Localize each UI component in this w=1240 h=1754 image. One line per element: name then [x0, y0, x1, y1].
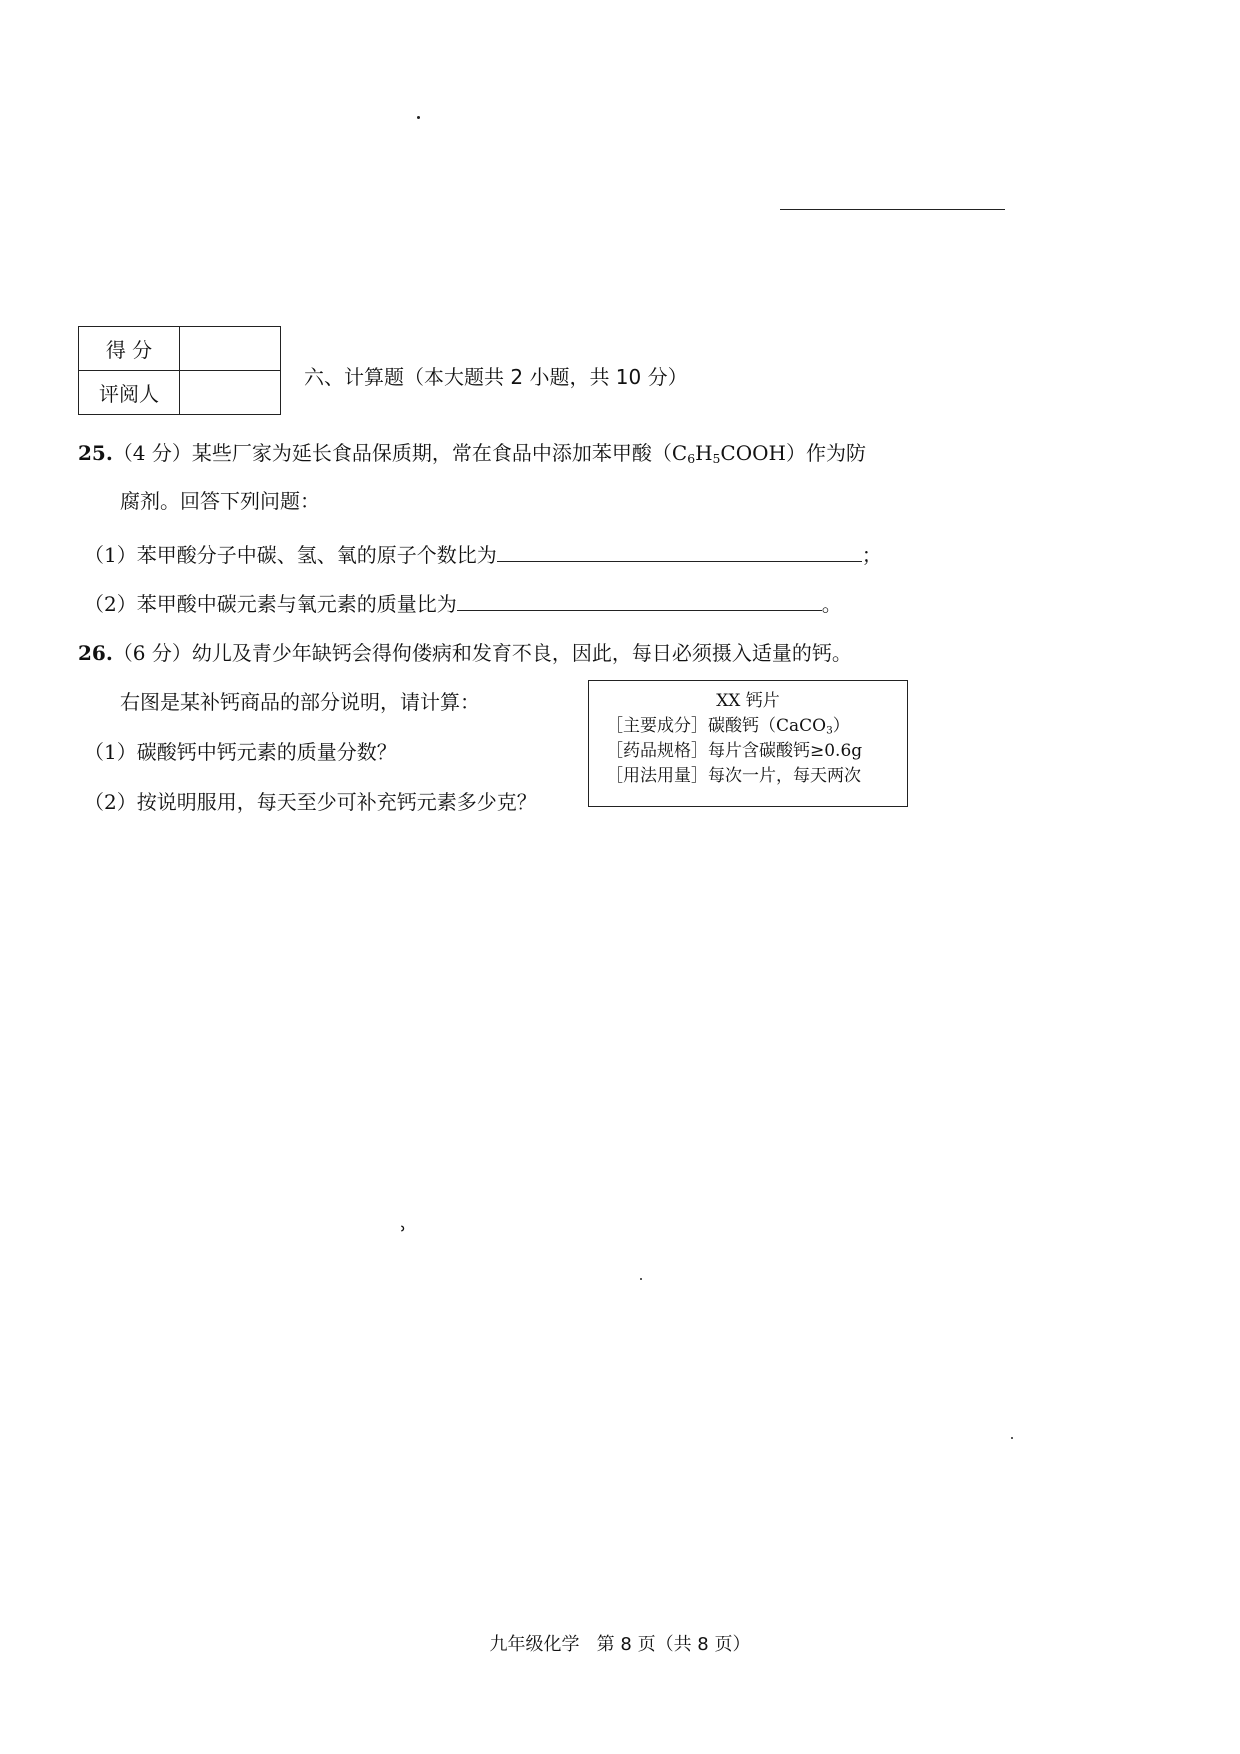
- label-specification: ［药品规格］每片含碳酸钙≥0.6g: [606, 741, 863, 761]
- score-cell[interactable]: [180, 327, 281, 371]
- scan-speck: [417, 116, 420, 119]
- q25-sub-question-2: （2）苯甲酸中碳元素与氧元素的质量比为 。: [84, 592, 842, 616]
- reviewer-cell[interactable]: [180, 371, 281, 415]
- score-label: 得 分: [79, 327, 180, 371]
- top-blank-line: [780, 209, 1005, 210]
- q25-stem-cont: 腐剂。回答下列问题：: [120, 489, 320, 513]
- scan-speck: [640, 1278, 642, 1280]
- q26-number: 26.: [78, 641, 113, 665]
- label-dosage: ［用法用量］每次一片，每天两次: [606, 766, 861, 786]
- scan-speck: [1011, 1437, 1013, 1439]
- q26-stem: 26.（6 分）幼儿及青少年缺钙会得佝偻病和发育不良，因此，每日必须摄入适量的钙。: [78, 641, 852, 665]
- score-table: [78, 326, 281, 415]
- scan-mark: ˒: [400, 1218, 407, 1243]
- q25-number: 25.: [78, 441, 113, 465]
- page-footer: 九年级化学 第 8 页（共 8 页）: [489, 1634, 751, 1655]
- answer-blank[interactable]: [497, 541, 862, 562]
- calcium-tablet-label: [588, 680, 908, 807]
- label-title: XX 钙片: [716, 691, 780, 711]
- q26-sub-question-1: （1）碳酸钙中钙元素的质量分数？: [84, 740, 397, 764]
- label-ingredient: ［主要成分］碳酸钙（CaCO$_3$）: [606, 716, 850, 737]
- q25-stem: 25.（4 分）某些厂家为延长食品保质期，常在食品中添加苯甲酸$(C_6H_5COOH)$作为防: [78, 441, 866, 467]
- answer-blank[interactable]: [457, 590, 822, 611]
- q26-intro: 右图是某补钙商品的部分说明，请计算：: [120, 690, 480, 714]
- section-title: 六、计算题（本大题共 2 小题，共 10 分）: [304, 365, 688, 389]
- reviewer-label: 评阅人: [79, 371, 180, 415]
- q26-sub-question-2: （2）按说明服用，每天至少可补充钙元素多少克？: [84, 790, 537, 814]
- q25-sub-question-1: （1）苯甲酸分子中碳、氢、氧的原子个数比为 ；: [84, 543, 882, 567]
